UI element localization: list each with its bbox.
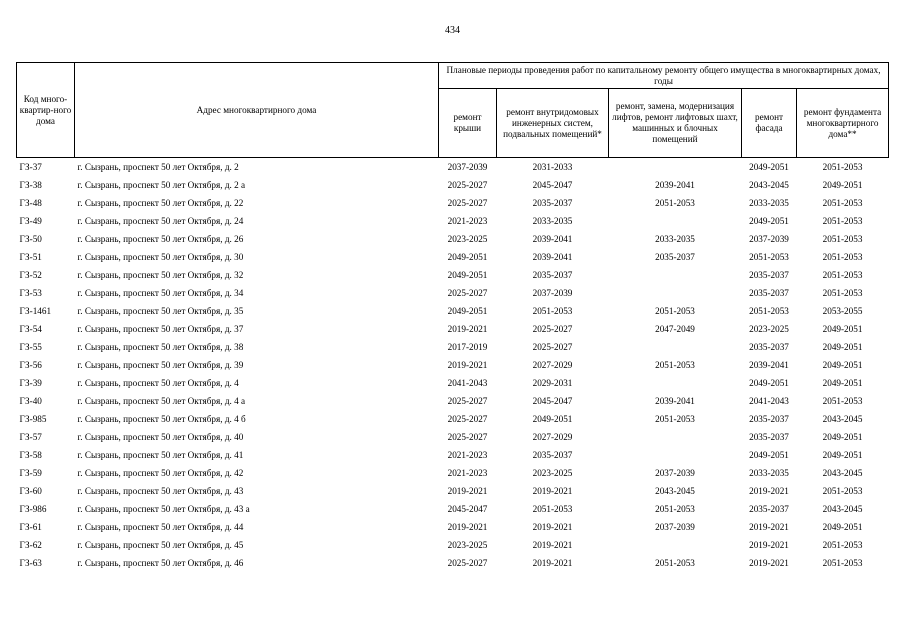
cell-systems: 2049-2051	[532, 414, 573, 424]
cell-systems: 2031-2033	[497, 158, 609, 177]
cell-roof: 2025-2027	[447, 198, 488, 208]
cell-foundation: 2049-2051	[822, 360, 863, 370]
table-row	[17, 536, 889, 554]
header-lifts: ремонт, замена, модернизация лифтов, ремонт лифтовых шахт, машинных и блочных помещений	[609, 89, 742, 158]
cell-address: г. Сызрань, проспект 50 лет Октября, д. 22	[77, 198, 244, 208]
cell-roof: 2025-2027	[447, 558, 488, 568]
cell-roof: 2019-2021	[447, 324, 488, 334]
cell-address: г. Сызрань, проспект 50 лет Октября, д. 42	[77, 468, 244, 478]
cell-systems: 2035-2037	[532, 198, 573, 208]
cell-address: г. Сызрань, проспект 50 лет Октября, д. 2	[75, 158, 439, 177]
table-body	[17, 158, 889, 573]
cell-facade: 2049-2051	[749, 378, 789, 388]
cell-roof: 2023-2025	[447, 540, 488, 550]
cell-facade: 2037-2039	[749, 234, 789, 244]
cell-facade: 2035-2037	[749, 414, 789, 424]
cell-foundation: 2049-2051	[822, 432, 863, 442]
cell-lifts: 2043-2045	[655, 486, 695, 496]
cell-systems: 2019-2021	[532, 486, 573, 496]
cell-systems: 2025-2027	[532, 324, 573, 334]
table-row	[17, 392, 889, 410]
cell-address: г. Сызрань, проспект 50 лет Октября, д. 39	[77, 360, 244, 370]
cell-lifts	[609, 446, 742, 464]
cell-lifts	[609, 536, 742, 554]
cell-code: ГЗ-51	[19, 252, 42, 262]
cell-facade: 2043-2045	[749, 180, 789, 190]
cell-address: г. Сызрань, проспект 50 лет Октября, д. 46	[77, 558, 244, 568]
cell-lifts	[609, 428, 742, 446]
table-row	[17, 428, 889, 446]
cell-facade: 2019-2021	[749, 486, 789, 496]
cell-address: г. Сызрань, проспект 50 лет Октября, д. 37	[77, 324, 244, 334]
header-code: Код много-квартир-ного дома	[17, 63, 75, 158]
cell-code: ГЗ-38	[19, 180, 42, 190]
cell-facade: 2049-2051	[742, 158, 797, 177]
page-number: 434	[445, 25, 460, 36]
cell-facade: 2035-2037	[749, 504, 789, 514]
cell-foundation: 2051-2053	[822, 198, 863, 208]
cell-facade: 2023-2025	[749, 324, 789, 334]
header-address: Адрес многоквартирного дома	[75, 63, 439, 158]
cell-code: ГЗ-63	[19, 558, 42, 568]
cell-address: г. Сызрань, проспект 50 лет Октября, д. 44	[77, 522, 244, 532]
cell-lifts: 2037-2039	[655, 522, 695, 532]
cell-address: г. Сызрань, проспект 50 лет Октября, д. 40	[77, 432, 244, 442]
table-row	[17, 266, 889, 284]
cell-address: г. Сызрань, проспект 50 лет Октября, д. 35	[77, 306, 244, 316]
cell-foundation: 2051-2053	[822, 288, 863, 298]
cell-roof: 2049-2051	[447, 306, 488, 316]
cell-code: ГЗ-48	[19, 198, 42, 208]
cell-address: г. Сызрань, проспект 50 лет Октября, д. 32	[77, 270, 244, 280]
cell-facade: 2019-2021	[749, 540, 789, 550]
table-row	[17, 446, 889, 464]
cell-systems: 2045-2047	[532, 180, 573, 190]
cell-roof: 2023-2025	[447, 234, 488, 244]
table-row	[17, 356, 889, 374]
cell-facade: 2051-2053	[749, 306, 789, 316]
cell-facade: 2049-2051	[749, 216, 789, 226]
cell-facade: 2019-2021	[749, 522, 789, 532]
cell-foundation: 2043-2045	[822, 414, 863, 424]
table-row	[17, 158, 889, 177]
cell-roof: 2025-2027	[447, 432, 488, 442]
header-facade: ремонт фасада	[742, 89, 797, 158]
header-roof: ремонт крыши	[439, 89, 497, 158]
cell-address: г. Сызрань, проспект 50 лет Октября, д. 4	[77, 378, 239, 388]
cell-code: ГЗ-59	[19, 468, 42, 478]
cell-code: ГЗ-986	[19, 504, 47, 514]
cell-facade: 2041-2043	[749, 396, 789, 406]
cell-systems: 2037-2039	[532, 288, 573, 298]
cell-roof: 2019-2021	[447, 360, 488, 370]
cell-roof: 2021-2023	[447, 216, 488, 226]
cell-foundation: 2049-2051	[822, 324, 863, 334]
cell-lifts: 2051-2053	[655, 360, 695, 370]
table-row	[17, 464, 889, 482]
cell-roof: 2049-2051	[447, 270, 488, 280]
cell-systems: 2039-2041	[532, 252, 573, 262]
table-row	[17, 410, 889, 428]
cell-lifts	[609, 338, 742, 356]
table-row	[17, 302, 889, 320]
cell-address: г. Сызрань, проспект 50 лет Октября, д. 43	[77, 486, 244, 496]
cell-code: ГЗ-57	[19, 432, 42, 442]
cell-facade: 2051-2053	[749, 252, 789, 262]
cell-address: г. Сызрань, проспект 50 лет Октября, д. 43 а	[77, 504, 250, 514]
table-row	[17, 518, 889, 536]
cell-code: ГЗ-52	[19, 270, 42, 280]
cell-address: г. Сызрань, проспект 50 лет Октября, д. 41	[77, 450, 244, 460]
cell-lifts	[609, 212, 742, 230]
cell-foundation: 2051-2053	[822, 558, 863, 568]
cell-roof: 2025-2027	[447, 288, 488, 298]
cell-systems: 2025-2027	[532, 342, 573, 352]
cell-facade: 2033-2035	[749, 468, 789, 478]
cell-code: ГЗ-37	[17, 158, 75, 177]
cell-lifts	[609, 374, 742, 392]
cell-facade: 2039-2041	[749, 360, 789, 370]
cell-address: г. Сызрань, проспект 50 лет Октября, д. 38	[77, 342, 244, 352]
cell-systems: 2019-2021	[532, 540, 573, 550]
cell-foundation: 2043-2045	[822, 504, 863, 514]
cell-foundation: 2051-2053	[822, 234, 863, 244]
cell-foundation: 2051-2053	[822, 216, 863, 226]
cell-foundation: 2049-2051	[822, 378, 863, 388]
cell-code: ГЗ-55	[19, 342, 42, 352]
header-periods-group: Плановые периоды проведения работ по капитальному ремонту общего имущества в многоквартирных домах, годы	[439, 63, 889, 89]
cell-roof: 2017-2019	[447, 342, 488, 352]
cell-lifts: 2037-2039	[655, 468, 695, 478]
table-row	[17, 194, 889, 212]
cell-systems: 2045-2047	[532, 396, 573, 406]
cell-lifts: 2051-2053	[655, 558, 695, 568]
cell-foundation: 2043-2045	[822, 468, 863, 478]
cell-systems: 2027-2029	[532, 360, 573, 370]
table-row	[17, 482, 889, 500]
table-row	[17, 248, 889, 266]
cell-code: ГЗ-53	[19, 288, 42, 298]
cell-systems: 2035-2037	[532, 450, 573, 460]
table-row	[17, 500, 889, 518]
cell-roof: 2037-2039	[439, 158, 497, 177]
cell-code: ГЗ-39	[19, 378, 42, 388]
cell-systems: 2029-2031	[532, 378, 573, 388]
cell-roof: 2019-2021	[447, 522, 488, 532]
cell-code: ГЗ-49	[19, 216, 42, 226]
cell-roof: 2045-2047	[447, 504, 488, 514]
cell-code: ГЗ-1461	[19, 306, 52, 316]
cell-systems: 2051-2053	[532, 504, 573, 514]
cell-address: г. Сызрань, проспект 50 лет Октября, д. 26	[77, 234, 244, 244]
cell-systems: 2019-2021	[532, 558, 573, 568]
cell-code: ГЗ-54	[19, 324, 42, 334]
cell-address: г. Сызрань, проспект 50 лет Октября, д. 2 а	[77, 180, 246, 190]
cell-foundation: 2051-2053	[822, 252, 863, 262]
table-row	[17, 212, 889, 230]
cell-address: г. Сызрань, проспект 50 лет Октября, д. 30	[77, 252, 244, 262]
cell-foundation: 2051-2053	[822, 540, 863, 550]
cell-systems: 2033-2035	[532, 216, 573, 226]
cell-facade: 2035-2037	[749, 432, 789, 442]
cell-systems: 2035-2037	[532, 270, 573, 280]
cell-lifts: 2051-2053	[655, 306, 695, 316]
cell-lifts: 2039-2041	[655, 180, 695, 190]
cell-lifts: 2047-2049	[655, 324, 695, 334]
cell-code: ГЗ-61	[19, 522, 42, 532]
cell-code: ГЗ-40	[19, 396, 42, 406]
cell-code: ГЗ-58	[19, 450, 42, 460]
cell-code: ГЗ-50	[19, 234, 42, 244]
cell-facade: 2033-2035	[749, 198, 789, 208]
cell-foundation: 2051-2053	[822, 486, 863, 496]
table-row	[17, 320, 889, 338]
header-systems: ремонт внутридомовых инженерных систем, подвальных помещений*	[497, 89, 609, 158]
cell-roof: 2025-2027	[447, 396, 488, 406]
cell-roof: 2041-2043	[447, 378, 488, 388]
cell-address: г. Сызрань, проспект 50 лет Октября, д. 34	[77, 288, 244, 298]
table-row	[17, 176, 889, 194]
cell-roof: 2049-2051	[447, 252, 488, 262]
cell-code: ГЗ-985	[19, 414, 47, 424]
cell-address: г. Сызрань, проспект 50 лет Октября, д. 45	[77, 540, 244, 550]
cell-foundation: 2053-2055	[822, 306, 863, 316]
cell-roof: 2019-2021	[447, 486, 488, 496]
cell-roof: 2021-2023	[447, 468, 488, 478]
cell-foundation: 2049-2051	[822, 342, 863, 352]
cell-lifts: 2039-2041	[655, 396, 695, 406]
cell-facade: 2035-2037	[749, 270, 789, 280]
cell-foundation: 2051-2053	[822, 270, 863, 280]
cell-systems: 2023-2025	[532, 468, 573, 478]
cell-roof: 2025-2027	[447, 414, 488, 424]
cell-code: ГЗ-62	[19, 540, 42, 550]
cell-facade: 2049-2051	[749, 450, 789, 460]
cell-systems: 2039-2041	[532, 234, 573, 244]
table-row	[17, 374, 889, 392]
cell-code: ГЗ-56	[19, 360, 42, 370]
cell-systems: 2027-2029	[532, 432, 573, 442]
cell-lifts: 2051-2053	[655, 504, 695, 514]
cell-lifts	[609, 266, 742, 284]
cell-lifts: 2035-2037	[655, 252, 695, 262]
cell-systems: 2051-2053	[532, 306, 573, 316]
cell-facade: 2035-2037	[749, 288, 789, 298]
table-row	[17, 284, 889, 302]
cell-foundation: 2051-2053	[797, 158, 889, 177]
table-row	[17, 554, 889, 572]
cell-roof: 2021-2023	[447, 450, 488, 460]
cell-foundation: 2049-2051	[822, 450, 863, 460]
cell-foundation: 2049-2051	[822, 522, 863, 532]
cell-lifts: 2051-2053	[655, 414, 695, 424]
cell-facade: 2019-2021	[749, 558, 789, 568]
cell-address: г. Сызрань, проспект 50 лет Октября, д. 4 а	[77, 396, 246, 406]
cell-facade: 2035-2037	[749, 342, 789, 352]
cell-foundation: 2051-2053	[822, 396, 863, 406]
capital-repair-table	[16, 62, 889, 572]
cell-lifts	[609, 284, 742, 302]
cell-lifts	[609, 158, 742, 177]
table-row	[17, 338, 889, 356]
cell-roof: 2025-2027	[447, 180, 488, 190]
cell-systems: 2019-2021	[532, 522, 573, 532]
cell-lifts: 2033-2035	[655, 234, 695, 244]
table-header	[17, 63, 889, 158]
cell-lifts: 2051-2053	[655, 198, 695, 208]
cell-address: г. Сызрань, проспект 50 лет Октября, д. 24	[77, 216, 244, 226]
cell-foundation: 2049-2051	[822, 180, 863, 190]
header-foundation: ремонт фундамента многоквартирного дома**	[797, 89, 889, 158]
table-row	[17, 230, 889, 248]
cell-address: г. Сызрань, проспект 50 лет Октября, д. 4 б	[77, 414, 246, 424]
cell-code: ГЗ-60	[19, 486, 42, 496]
